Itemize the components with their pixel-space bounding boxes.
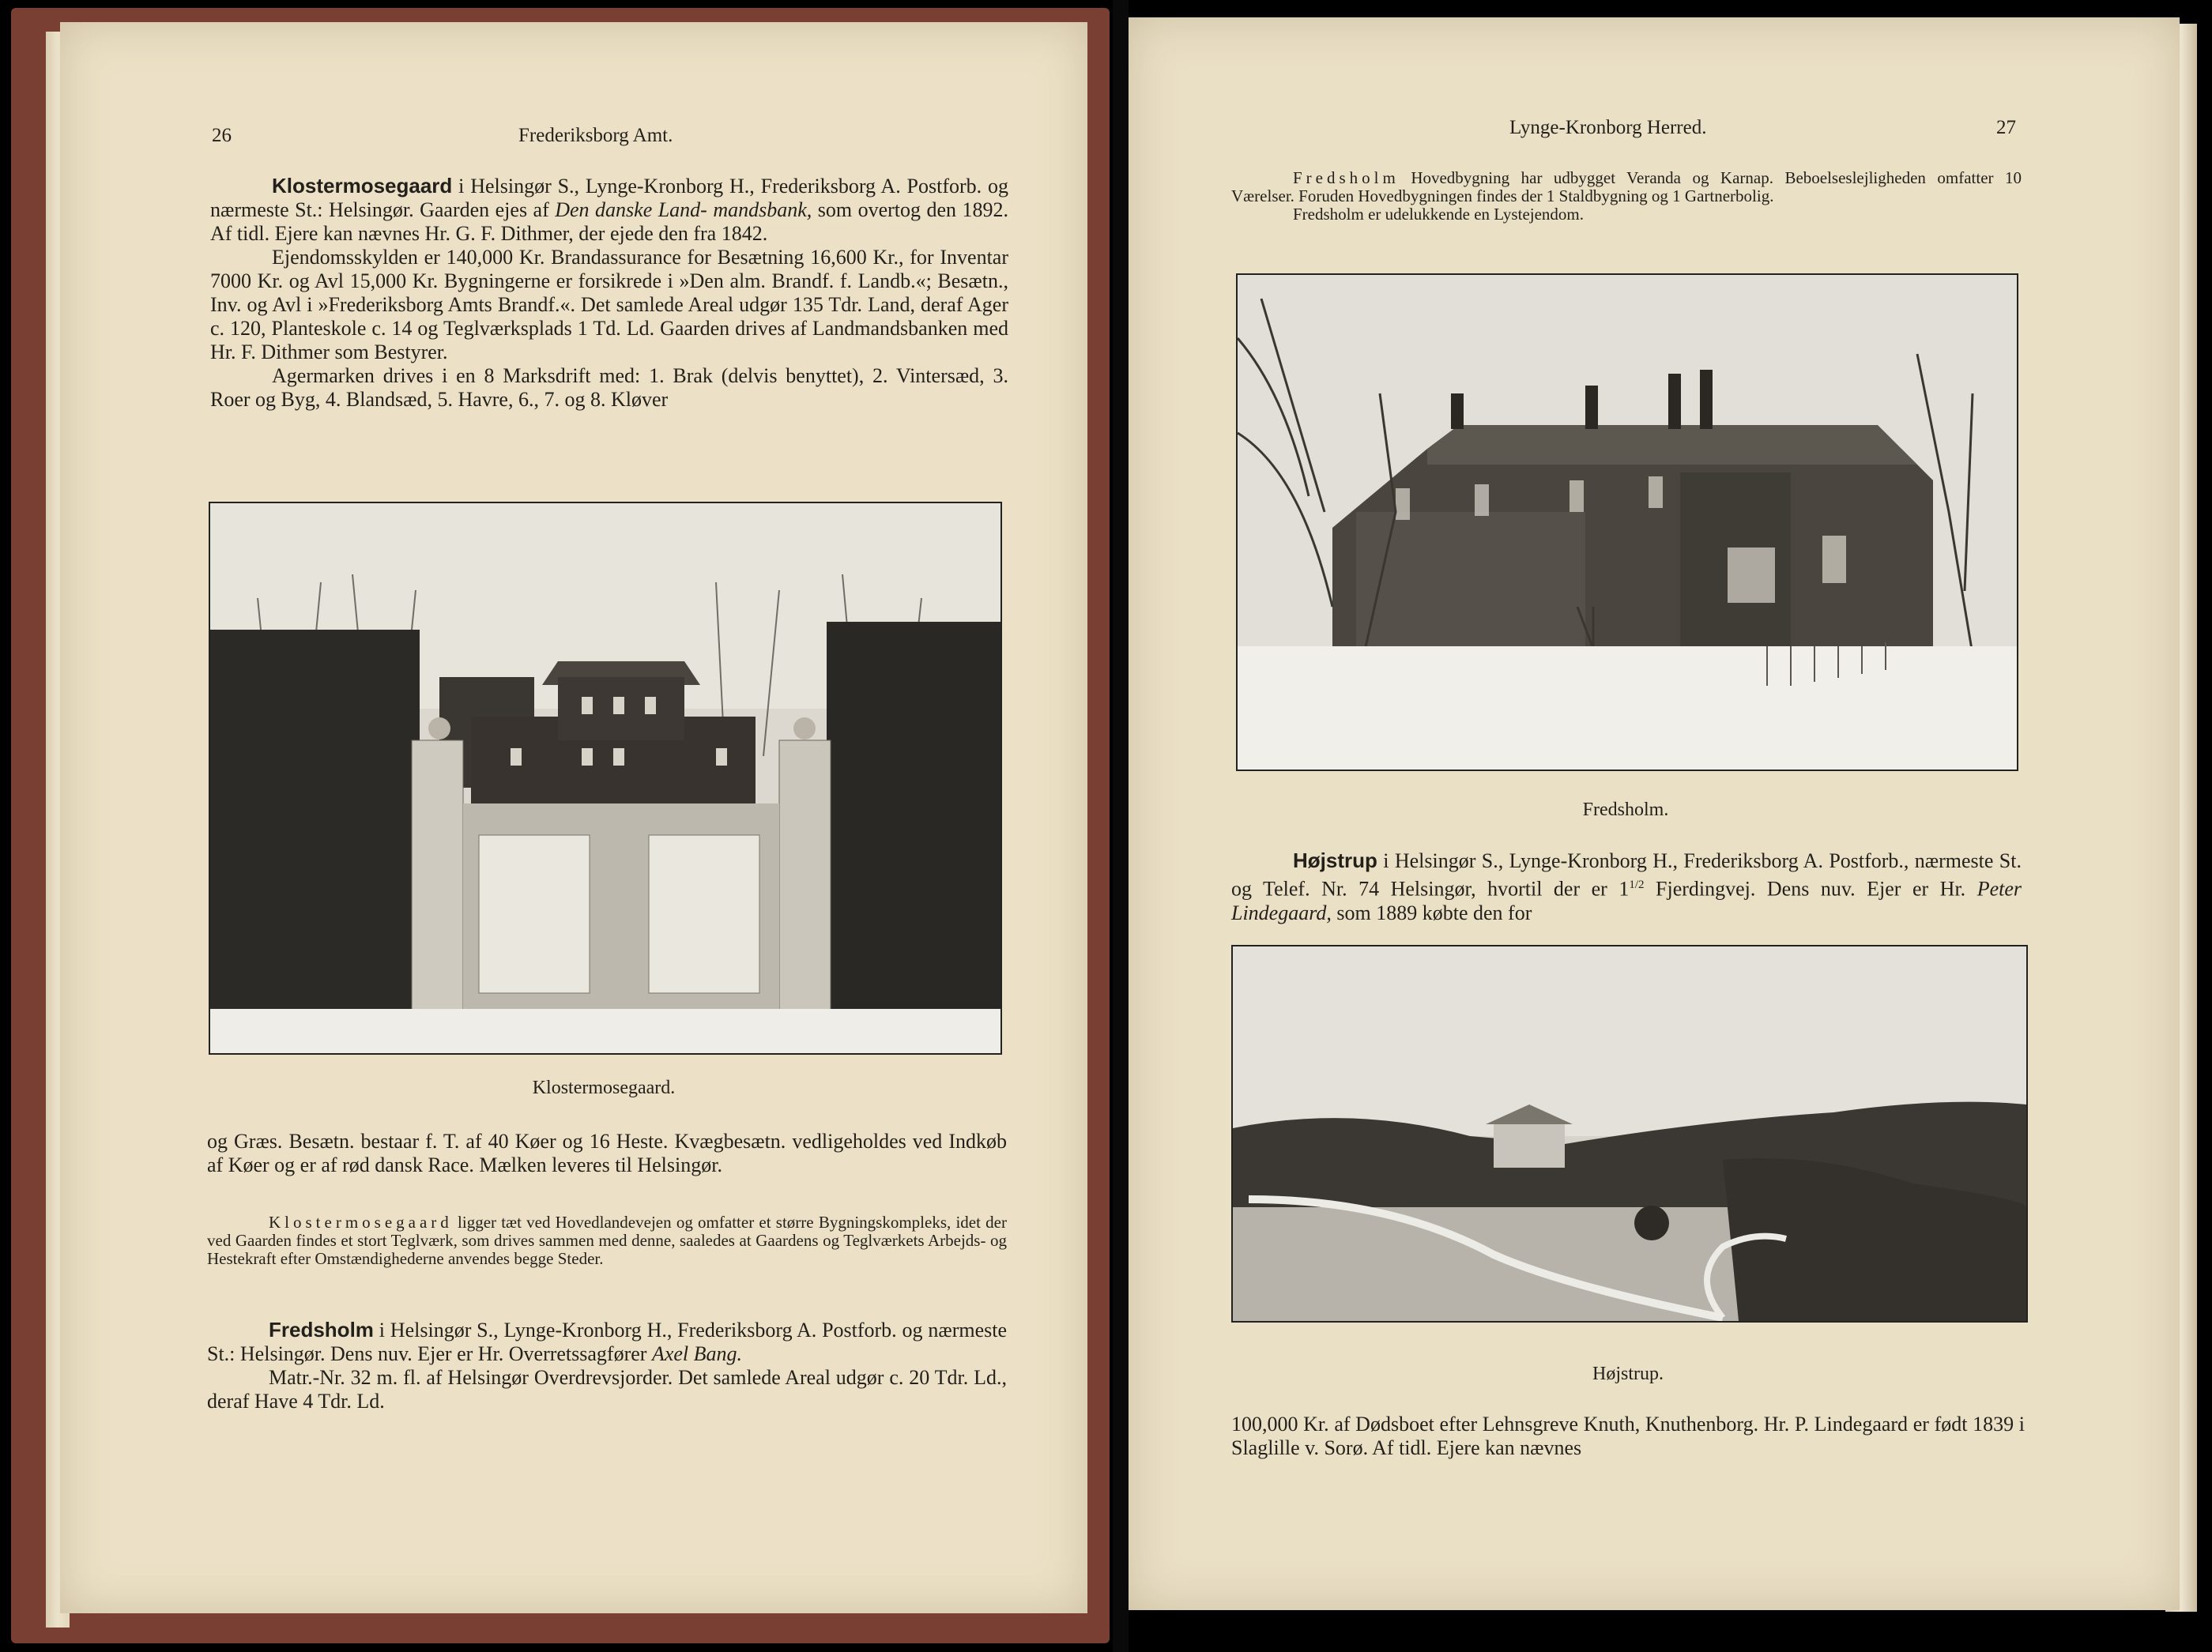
spaced-name: Klostermosegaard bbox=[269, 1213, 453, 1232]
entry-text: Postforb. og nærmeste St.: Helsingør. Gaarden ejes af bbox=[210, 175, 1009, 221]
entry-name: Fredsholm bbox=[269, 1318, 374, 1342]
entry-text: som 1889 købte den for bbox=[1331, 901, 1532, 924]
entry-text: i Helsingør S., Lynge-Kronborg H., Frederiksborg A. bbox=[452, 175, 901, 198]
entry-text: Dithmer, der ejede den fra 1842. bbox=[500, 222, 768, 245]
photo-caption: Fredsholm. bbox=[1582, 800, 1669, 820]
spaced-name: Fredsholm bbox=[1293, 168, 1400, 187]
owner-name: Peter Lindegaard, bbox=[1231, 877, 2022, 924]
paragraph-after-photo bbox=[207, 1130, 1007, 1177]
small-print-note bbox=[207, 1214, 1007, 1268]
hojstrup-photo bbox=[1231, 945, 2028, 1323]
klostermose-entry bbox=[210, 174, 1008, 412]
paragraph-end bbox=[1231, 1413, 2025, 1460]
owner-name: Axel Bang. bbox=[651, 1342, 743, 1365]
fredsholm-photo bbox=[1236, 273, 2018, 771]
entry-text-italic: Den danske Land- bbox=[555, 198, 707, 221]
paragraph: Agermarken drives i en 8 Marksdrift med: 1. Brak (delvis benyttet), 2. Vintersæd, 3. Roer og Byg, 4. Blandsæd, 5. Havre, 6., 7. og 8. Kløver bbox=[210, 364, 1008, 411]
small-text: ligger tæt ved Hovedlandevejen og omfatter et større Bygningskompleks, idet der ved Gaarden findes et stort Teglværk, som drives sammen med denne, saaledes at Gaardens og Teglværkets Arbejds- og Hestekraft efter Omstændighederne anvendes begge Steder. bbox=[207, 1213, 1007, 1268]
entry-text: i Helsingør S., Lynge-Kronborg H., Frederiksborg A. Postforb. og nærmeste St.: Helsingør. Dens nuv. Ejer er Hr. Overretssagfører bbox=[207, 1319, 1007, 1365]
small-print-note bbox=[1231, 169, 2022, 224]
klostermosegaard-photo bbox=[209, 502, 1002, 1055]
paragraph: Ejendomsskylden er 140,000 Kr. Brandassurance for Besætning 16,600 Kr., for Inventar 7000 Kr. og Avl 15,000 Kr. Bygningerne er forsikrede i »Den alm. Brandf. f. Landb.«; Besætn., Inv. og Avl i »Frederiksborg Amts Brandf.«. Det samlede Areal udgør 135 Tdr. Land, deraf Ager c. 120, Planteskole c. 14 og Teglværksplads 1 Td. Ld. Gaarden drives af Landmandsbanken med Hr. F. Dithmer som Bestyrer. bbox=[210, 246, 1008, 363]
entry-name: Højstrup bbox=[1293, 849, 1377, 872]
page-number: 27 bbox=[1996, 117, 2016, 138]
entry-text: Fjerdingvej. Dens nuv. Ejer er Hr. bbox=[1644, 877, 1977, 901]
running-head: Lynge-Kronborg Herred. bbox=[1509, 117, 1707, 138]
paragraph: Matr.-Nr. 32 m. fl. af Helsingør Overdrevsjorder. Det samlede Areal udgør c. 20 Tdr. Ld., deraf Have 4 Tdr. Ld. bbox=[207, 1366, 1007, 1413]
paragraph: 100,000 Kr. af Dødsboet efter Lehnsgreve Knuth, Knuthenborg. Hr. P. Lindegaard er født 1839 i Slaglille v. Sorø. Af tidl. Ejere kan nævnes bbox=[1231, 1413, 2025, 1459]
running-head: Frederiksborg Amt. bbox=[518, 125, 673, 146]
small-text: Hovedbygning har udbygget Veranda og Karnap. Beboelseslejligheden omfatter 10 Værelser. Foruden Hovedbygningen findes der 1 Staldbygning og 1 Gartnerbolig. bbox=[1231, 168, 2022, 205]
fraction: 1/2 bbox=[1629, 879, 1645, 891]
small-text: Fredsholm er udelukkende en Lystejendom. bbox=[1293, 205, 1585, 224]
left-page bbox=[60, 22, 1087, 1613]
entry-text-italic: mandsbank, bbox=[713, 198, 812, 221]
entry-name: Klostermosegaard bbox=[272, 174, 453, 198]
fredsholm-entry bbox=[207, 1318, 1007, 1413]
photo-caption: Klostermosegaard. bbox=[532, 1078, 676, 1098]
paragraph: og Græs. Besætn. bestaar f. T. af 40 Køer og 16 Heste. Kvægbesætn. vedligeholdes ved Indkøb af Køer og er af rød dansk Race. Mælken leveres til Helsingør. bbox=[207, 1130, 1007, 1176]
right-page bbox=[1129, 17, 2180, 1610]
photo-caption: Højstrup. bbox=[1592, 1364, 1664, 1384]
entry-text: som overtog den 1892. Af tidl. Ejere kan nævnes Hr. G. F. bbox=[210, 198, 1008, 245]
entry-text: i Helsingør S., Lynge-Kronborg H., Frederiksborg A. Postforb., nærmeste St. og Telef. Nr. 74 Helsingør, hvortil der er 1 bbox=[1231, 849, 2022, 901]
book-gutter bbox=[1113, 0, 1129, 1652]
page-number: 26 bbox=[212, 125, 232, 146]
hojstrup-entry bbox=[1231, 849, 2022, 925]
